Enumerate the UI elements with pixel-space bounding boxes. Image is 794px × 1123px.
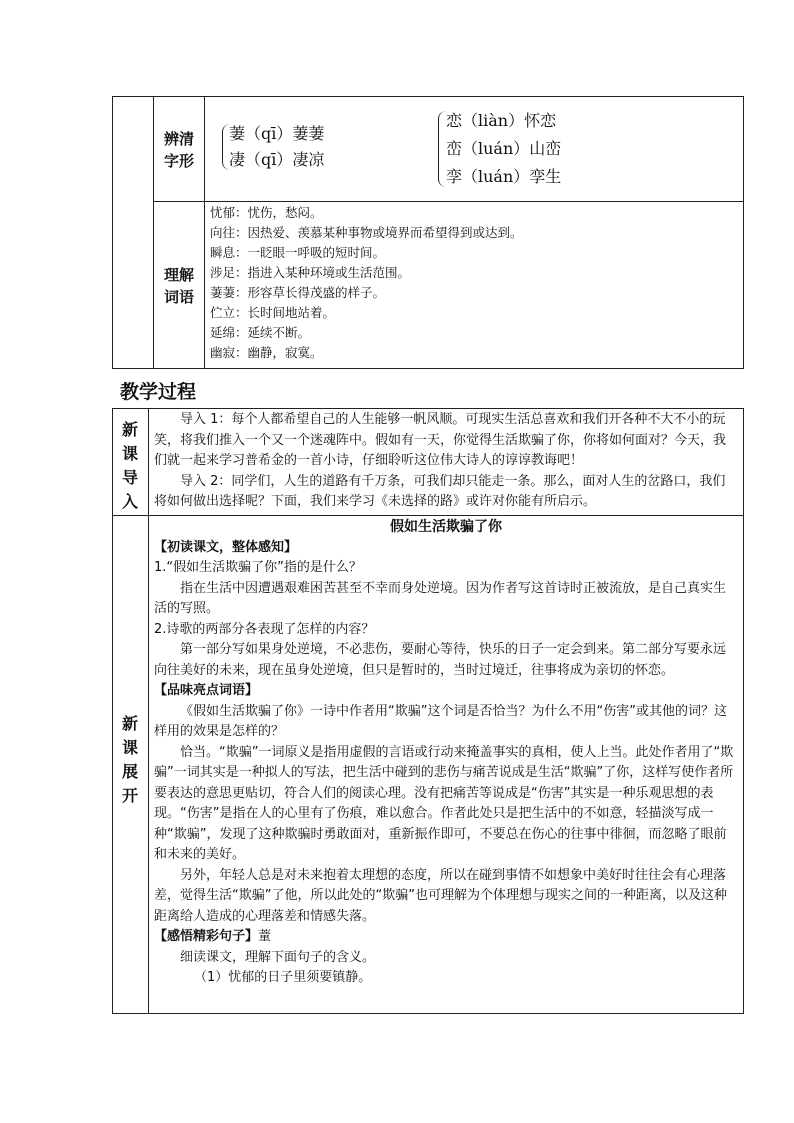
- char-item: 萋（qī）萋萋: [229, 124, 325, 143]
- char-group-right: [446, 107, 561, 191]
- row-label-zixing: 辨清字形: [163, 130, 194, 170]
- vocab-item: 萋萋：形容草长得茂盛的样子。: [210, 285, 386, 300]
- intro-content: [154, 410, 738, 513]
- subheading-3-row: [154, 927, 738, 948]
- row-label-intro: 新课导入: [121, 420, 138, 511]
- lesson-content: [154, 517, 738, 989]
- row-label-ciyu: 理解词语: [163, 266, 194, 306]
- answer-2: 第一部分写如果身处逆境，不必悲伤，要耐心等待，快乐的日子一定会到来。第二部分写要永远向往美好的未来，现在虽身处逆境，但只是暂时的，当时过境迁，往事将成为亲切的怀恋。: [154, 642, 727, 678]
- reading-instruction: 细读课文，理解下面句子的含义。: [180, 949, 376, 965]
- vocab-item: 延绵：延续不断。: [210, 325, 311, 340]
- char-item: 孪（luán）孪生: [446, 167, 562, 186]
- answer-3: 恰当。“欺骗”一词原义是指用虚假的言语或行动来掩盖事实的真相，使人上当。此处作者用了“欺骗”一词其实是一种拟人的写法，把生活中碰到的悲伤与痛苦说成是生活“欺骗”了你，这样写使作者所要表达的意思更贴切，符合人们的阅读心理。没有把痛苦等说成是“伤害”其实是一种乐观思想的表现。“伤害”是指在人的心里有了伤痕，难以愈合。作者此处只是把生活中的不如意，轻描淡写成一种“欺骗”，发现了这种欺骗时勇敢面对，重新振作即可，不要总在伤心的往事中徘徊，而忽略了眼前和未来的美好。: [154, 744, 734, 862]
- question-1: 1.“假如生活欺骗了你”指的是什么？: [154, 560, 362, 575]
- vocab-item: 向往：因热爱、羡慕某种事物或境界而希望得到或达到。: [210, 225, 523, 240]
- lesson-title: 假如生活欺骗了你: [390, 519, 502, 535]
- section-heading: 教学过程: [120, 381, 197, 403]
- answer-4: 另外，年轻人总是对未来抱着太理想的态度，所以在碰到事情不如想象中美好时往往会有心理落差，觉得生活“欺骗”了他，所以此处的“欺骗”也可理解为个体理想与现实之间的一种距离，以及这种距离给人造成的心理落差和情感失落。: [154, 867, 727, 924]
- subheading-1: 【初读课文，整体感知】: [154, 539, 298, 555]
- char-group-left: [229, 121, 324, 173]
- sentence-item-1: （1）忧郁的日子里须要镇静。: [194, 970, 372, 985]
- subheading-3: 【感悟精彩句子】: [154, 929, 259, 944]
- vocab-item: 幽寂：幽静，寂寞。: [210, 345, 323, 360]
- vocab-item: 瞬息：一眨眼一呼吸的短时间。: [210, 245, 386, 260]
- char-item: 峦（luán）山峦: [446, 139, 562, 158]
- intro-paragraph-2: 导入 2：同学们，人生的道路有千万条，可我们却只能走一条。那么，面对人生的岔路口，我们将如何做出选择呢？下面，我们来学习《未选择的路》或许对你能有所启示。: [154, 473, 726, 509]
- question-3: 《假如生活欺骗了你》一诗中作者用“欺骗”这个词是否恰当？为什么不用“伤害”或其他的词？这样用的效果是怎样的？: [154, 703, 727, 739]
- char-item: 凄（qī）凄凉: [229, 150, 325, 169]
- vocab-item: 涉足：指进入某种环境或生活范围。: [210, 265, 411, 280]
- answer-1: 指在生活中因遭遇艰难困苦甚至不幸而身处逆境。因为作者写这首诗时正被流放，是自己真实生活的写照。: [154, 580, 727, 616]
- vocab-item: 伫立：长时间地站着。: [210, 305, 336, 320]
- row-label-lesson: 新课展开: [121, 714, 138, 805]
- subheading-2: 【品味亮点词语】: [154, 683, 259, 698]
- vocab-item: 忧郁：忧伤，愁闷。: [210, 205, 323, 220]
- char-item: 恋（liàn）怀恋: [446, 111, 557, 130]
- intro-paragraph-1: 导入 1：每个人都希望自己的人生能够一帆风顺。可现实生活总喜欢和我们开各种不大不小的玩笑，将我们推入一个又一个迷魂阵中。假如有一天，你觉得生活欺骗了你，你将如何面对？今天，我们就一起来学习普希金的一首小诗，仔细聆听这位伟大诗人的谆谆教诲吧！: [154, 412, 727, 468]
- vocab-list: [210, 203, 740, 363]
- subheading-3-tail: 蕫: [258, 929, 272, 944]
- question-2: 2.诗歌的两部分各表现了怎样的内容？: [154, 621, 375, 637]
